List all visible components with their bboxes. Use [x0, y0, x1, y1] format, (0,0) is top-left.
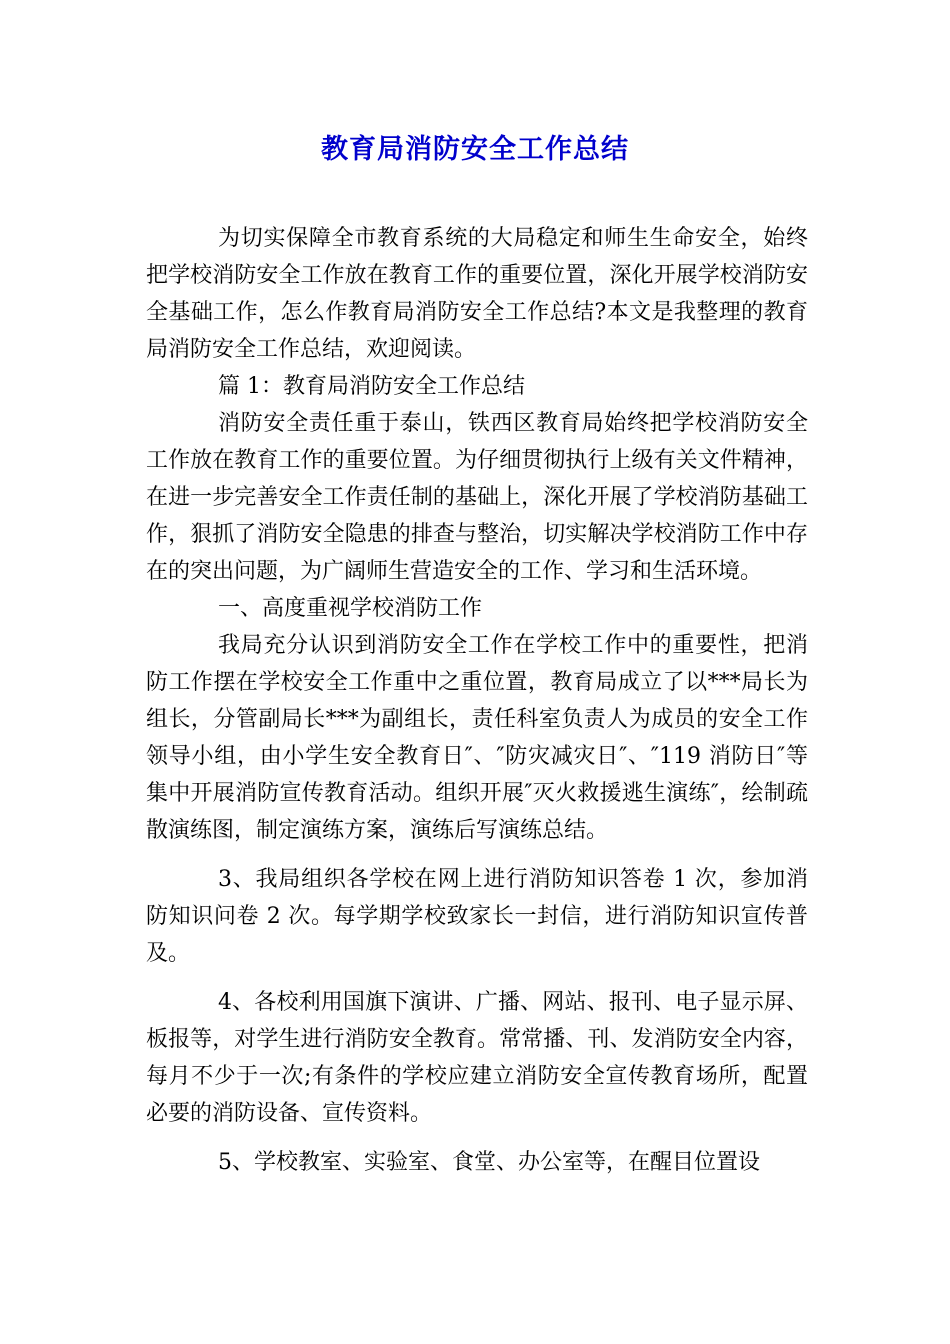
- paragraph-item-3: 3、我局组织各学校在网上进行消防知识答卷 1 次，参加消防知识问卷 2 次。每学期学校致家长一封信，进行消防知识宣传普及。: [146, 867, 808, 966]
- document-title: 教育局消防安全工作总结: [321, 134, 629, 165]
- paragraph-item-4: 4、各校利用国旗下演讲、广播、网站、报刊、电子显示屏、板报等，对学生进行消防安全教育。常常播、刊、发消防安全内容，每月不少于一次;有条件的学校应建立消防安全宣传教育场所，配置必要的消防设备、宣传资料。: [146, 990, 808, 1126]
- paragraph-leadership: 我局充分认识到消防安全工作在学校工作中的重要性，把消防工作摆在学校安全工作重中之重位置，教育局成立了以***局长为组长，分管副局长***为副组长，责任科室负责人为成员的安全工作领导小组，由小学生安全教育日″、″防灾减灾日″、″119 消防日″等集中开展消防宣传教育活动。组织开展″灭火救援逃生演练″，绘制疏散演练图，制定演练方案，演练后写演练总结。: [146, 633, 808, 843]
- paragraph-intro: 为切实保障全市教育系统的大局稳定和师生生命安全，始终把学校消防安全工作放在教育工作的重要位置，深化开展学校消防安全基础工作，怎么作教育局消防安全工作总结?本文是我整理的教育局消防安全工作总结，欢迎阅读。: [146, 226, 808, 362]
- paragraph-overview: 消防安全责任重于泰山，铁西区教育局始终把学校消防安全工作放在教育工作的重要位置。为仔细贯彻执行上级有关文件精神，在进一步完善安全工作责任制的基础上，深化开展了学校消防基础工作，狠抓了消防安全隐患的排查与整治，切实解决学校消防工作中存在的突出问题，为广阔师生营造安全的工作、学习和生活环境。: [146, 411, 808, 584]
- paragraph-section-heading: 篇 1：教育局消防安全工作总结: [218, 374, 525, 399]
- document-body: [146, 220, 808, 1181]
- paragraph-heading-one: 一、高度重视学校消防工作: [218, 596, 483, 621]
- paragraph-item-5: 5、学校教室、实验室、食堂、办公室等，在醒目位置设: [218, 1150, 760, 1175]
